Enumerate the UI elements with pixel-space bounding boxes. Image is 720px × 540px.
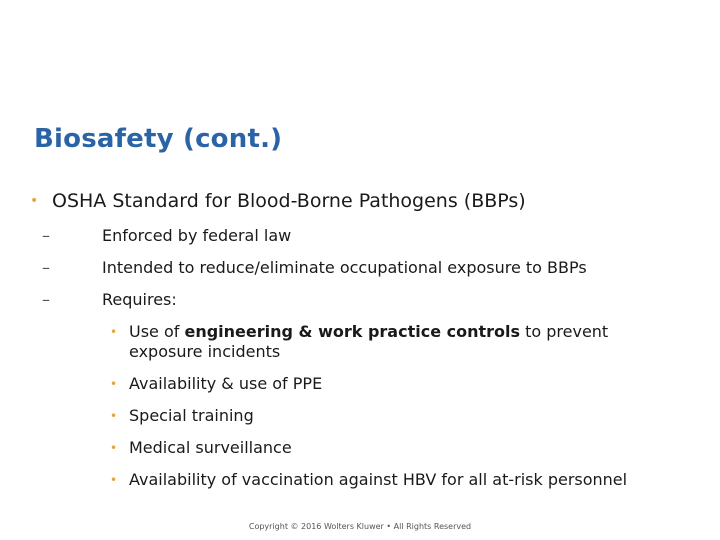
requirement-item-surveillance xyxy=(110,438,292,458)
bullet-dot-icon: • xyxy=(30,193,39,209)
sub-item-intended xyxy=(42,258,587,277)
requirement-text-post: to prevent xyxy=(520,322,609,341)
bullet-dot-icon: • xyxy=(110,377,118,391)
sub-item-text: Requires: xyxy=(102,290,177,309)
requirement-text: Availability of vaccination against HBV for all at-risk personnel xyxy=(129,470,628,489)
dash-icon: – xyxy=(42,290,50,309)
bullet-dot-icon: • xyxy=(110,473,118,487)
requirement-text-pre: Use of xyxy=(129,322,185,341)
requirement-text: Special training xyxy=(129,406,254,425)
sub-item-text: Intended to reduce/eliminate occupational exposure to BBPs xyxy=(102,258,587,277)
main-bullet-text: OSHA Standard for Blood-Borne Pathogens (BBPs) xyxy=(52,190,526,212)
requirement-text: Availability & use of PPE xyxy=(129,374,323,393)
dash-icon: – xyxy=(42,226,50,245)
bullet-dot-icon: • xyxy=(110,325,118,339)
requirement-item-training xyxy=(110,406,254,426)
requirement-item-ppe xyxy=(110,374,322,394)
dash-icon: – xyxy=(42,258,50,277)
requirement-text-continued: exposure incidents xyxy=(129,342,281,361)
bullet-dot-icon: • xyxy=(110,409,118,423)
slide-title: Biosafety (cont.) xyxy=(34,124,283,154)
requirement-item-vaccination xyxy=(110,470,627,490)
requirement-text: Medical surveillance xyxy=(129,438,292,457)
bullet-dot-icon: • xyxy=(110,441,118,455)
copyright-footer: Copyright © 2016 Wolters Kluwer • All Rights Reserved xyxy=(248,522,472,531)
sub-item-text: Enforced by federal law xyxy=(102,226,292,245)
sub-item-requires xyxy=(42,290,177,309)
requirement-text-bold: engineering & work practice controls xyxy=(184,322,521,341)
requirement-item-controls xyxy=(110,322,608,362)
main-bullet xyxy=(30,190,526,212)
sub-item-enforced xyxy=(42,226,291,245)
